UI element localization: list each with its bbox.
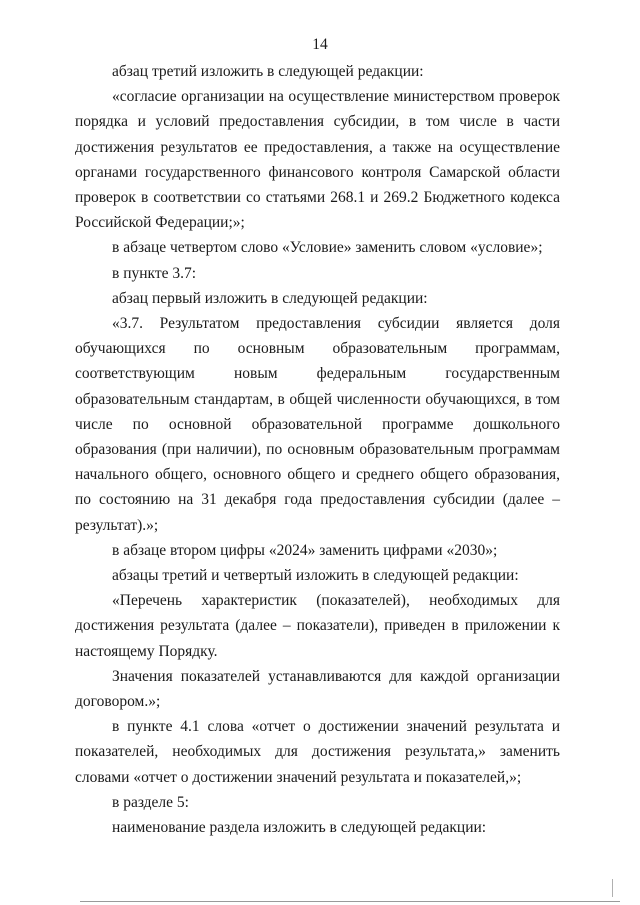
paragraph-4: в пункте 3.7:: [112, 264, 197, 282]
paragraph-11: в пункте 4.1 слова «отчет о достижении значений результата и показателей, необходимых для достижения результата,» заменить словами «отчет о достижении значений результата и показателей,»;: [75, 718, 560, 786]
paragraph-10: Значения показателей устанавливаются для каждой организации договором.»;: [75, 667, 560, 711]
paragraph-7: в абзаце втором цифры «2024» заменить цифрами «2030»;: [112, 541, 498, 559]
scan-edge-mark: [612, 879, 613, 897]
paragraph-5: абзац первый изложить в следующей редакции:: [112, 289, 428, 307]
paragraph-3: в абзаце четвертом слово «Условие» заменить словом «условие»;: [112, 239, 543, 257]
scan-edge-line: [80, 901, 620, 902]
paragraph-8: абзацы третий и четвертый изложить в следующей редакции:: [112, 567, 519, 585]
paragraph-9: «Перечень характеристик (показателей), необходимых для достижения результата (далее – показатели), приведен в приложении к настоящему Порядку.: [75, 592, 560, 660]
paragraph-13: наименование раздела изложить в следующей редакции:: [112, 819, 487, 837]
paragraph-6: «3.7. Результатом предоставления субсидии является доля обучающихся по основным образовательным программам, соответствующим новым федеральным государственным образовательным стандартам, в общей численности обучающихся, в том числе по основной образовательной программе дошкольного образования (при наличии), по основным образовательным программам начального общего, основного общего и среднего общего образования, по состоянию на 31 декабря года предоставления субсидии (далее – результат).»;: [75, 315, 560, 534]
paragraph-1: абзац третий изложить в следующей редакции:: [112, 63, 424, 80]
document-body: [75, 59, 560, 840]
page-number: 14: [312, 36, 328, 53]
paragraph-12: в разделе 5:: [112, 793, 189, 811]
paragraph-2: «согласие организации на осуществление министерством проверок порядка и условий предоставления субсидии, в том числе в части достижения результатов ее предоставления, а также на осуществление органами государственного финансового контроля Самарской области проверок в соответствии со статьями 268.1 и 269.2 Бюджетного кодекса Российской Федерации;»;: [75, 88, 560, 232]
